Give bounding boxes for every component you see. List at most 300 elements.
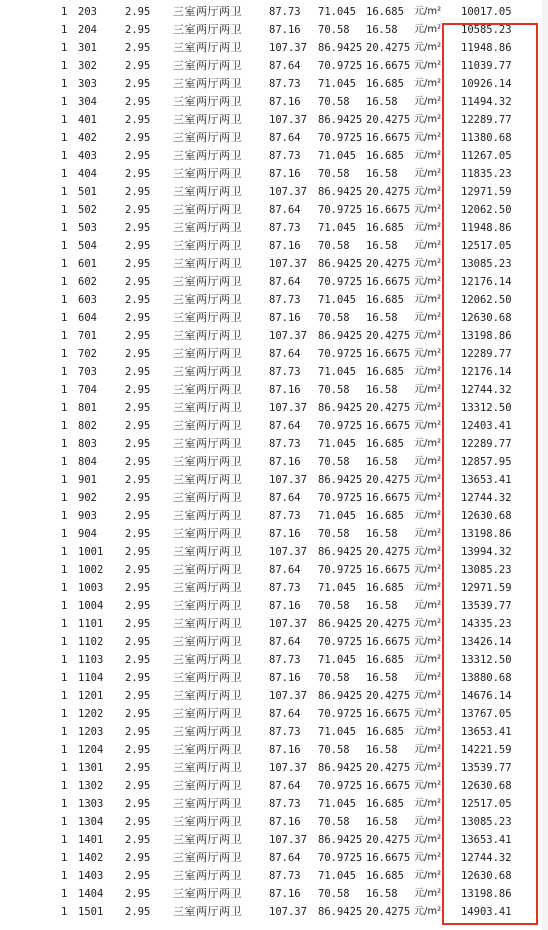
layout-cell: 三室两厅两卫 [173,671,242,684]
building-number-cell: 1 [61,726,68,738]
price-cell: 12630.68 [461,870,512,882]
total-area-cell: 107.37 [269,402,307,414]
total-area-cell: 87.16 [269,600,301,612]
building-number-cell: 1 [61,258,68,270]
total-area-cell: 107.37 [269,690,307,702]
unit-cell: 元/m² [414,384,442,395]
table-row [0,759,548,777]
price-cell: 11948.86 [461,42,512,54]
floor-height-cell: 2.95 [125,870,151,882]
total-area-cell: 87.64 [269,492,301,504]
total-area-cell: 87.64 [269,204,301,216]
unit-cell: 元/m² [414,852,442,863]
shared-area-cell: 16.58 [366,888,398,900]
room-number-cell: 401 [78,114,97,126]
inner-area-cell: 70.58 [318,672,350,684]
layout-cell: 三室两厅两卫 [173,581,242,594]
layout-cell: 三室两厅两卫 [173,383,242,396]
room-number-cell: 503 [78,222,97,234]
floor-height-cell: 2.95 [125,186,151,198]
floor-height-cell: 2.95 [125,420,151,432]
layout-cell: 三室两厅两卫 [173,455,242,468]
unit-cell: 元/m² [414,222,442,233]
layout-cell: 三室两厅两卫 [173,491,242,504]
room-number-cell: 602 [78,276,97,288]
inner-area-cell: 86.9425 [318,258,363,270]
total-area-cell: 107.37 [269,546,307,558]
shared-area-cell: 16.6675 [366,492,411,504]
price-cell: 13198.86 [461,330,512,342]
floor-height-cell: 2.95 [125,510,151,522]
inner-area-cell: 71.045 [318,510,356,522]
floor-height-cell: 2.95 [125,402,151,414]
table-row [0,57,548,75]
building-number-cell: 1 [61,6,68,18]
total-area-cell: 87.64 [269,708,301,720]
floor-height-cell: 2.95 [125,564,151,576]
inner-area-cell: 70.9725 [318,60,363,72]
layout-cell: 三室两厅两卫 [173,725,242,738]
building-number-cell: 1 [61,420,68,432]
room-number-cell: 801 [78,402,97,414]
room-number-cell: 1302 [78,780,104,792]
table-row [0,813,548,831]
inner-area-cell: 70.9725 [318,348,363,360]
unit-cell: 元/m² [414,258,442,269]
layout-cell: 三室两厅两卫 [173,473,242,486]
layout-cell: 三室两厅两卫 [173,905,242,918]
room-number-cell: 502 [78,204,97,216]
building-number-cell: 1 [61,114,68,126]
inner-area-cell: 70.9725 [318,276,363,288]
layout-cell: 三室两厅两卫 [173,599,242,612]
shared-area-cell: 16.685 [366,582,404,594]
inner-area-cell: 86.9425 [318,690,363,702]
building-number-cell: 1 [61,240,68,252]
floor-height-cell: 2.95 [125,636,151,648]
unit-cell: 元/m² [414,60,442,71]
floor-height-cell: 2.95 [125,582,151,594]
building-number-cell: 1 [61,582,68,594]
total-area-cell: 87.73 [269,654,301,666]
table-row [0,885,548,903]
floor-height-cell: 2.95 [125,24,151,36]
total-area-cell: 107.37 [269,42,307,54]
price-cell: 14903.41 [461,906,512,918]
layout-cell: 三室两厅两卫 [173,239,242,252]
shared-area-cell: 20.4275 [366,186,411,198]
table-row [0,633,548,651]
shared-area-cell: 16.685 [366,366,404,378]
room-number-cell: 404 [78,168,97,180]
unit-cell: 元/m² [414,546,442,557]
total-area-cell: 87.16 [269,744,301,756]
total-area-cell: 87.73 [269,798,301,810]
shared-area-cell: 20.4275 [366,834,411,846]
table-row [0,255,548,273]
shared-area-cell: 16.685 [366,870,404,882]
unit-cell: 元/m² [414,78,442,89]
unit-cell: 元/m² [414,744,442,755]
price-cell: 13653.41 [461,474,512,486]
price-cell: 12517.05 [461,240,512,252]
table-row [0,669,548,687]
inner-area-cell: 70.9725 [318,780,363,792]
building-number-cell: 1 [61,330,68,342]
room-number-cell: 902 [78,492,97,504]
layout-cell: 三室两厅两卫 [173,563,242,576]
layout-cell: 三室两厅两卫 [173,869,242,882]
table-row [0,399,548,417]
inner-area-cell: 86.9425 [318,402,363,414]
table-row [0,309,548,327]
shared-area-cell: 16.58 [366,168,398,180]
inner-area-cell: 71.045 [318,870,356,882]
layout-cell: 三室两厅两卫 [173,653,242,666]
layout-cell: 三室两厅两卫 [173,5,242,18]
floor-height-cell: 2.95 [125,114,151,126]
table-row [0,111,548,129]
unit-cell: 元/m² [414,114,442,125]
shared-area-cell: 16.58 [366,240,398,252]
total-area-cell: 87.16 [269,24,301,36]
room-number-cell: 1402 [78,852,104,864]
shared-area-cell: 20.4275 [366,906,411,918]
floor-height-cell: 2.95 [125,456,151,468]
floor-height-cell: 2.95 [125,798,151,810]
unit-cell: 元/m² [414,618,442,629]
layout-cell: 三室两厅两卫 [173,779,242,792]
room-number-cell: 1104 [78,672,104,684]
price-cell: 13767.05 [461,708,512,720]
shared-area-cell: 20.4275 [366,618,411,630]
floor-height-cell: 2.95 [125,276,151,288]
table-row [0,597,548,615]
layout-cell: 三室两厅两卫 [173,761,242,774]
table-row [0,291,548,309]
building-number-cell: 1 [61,546,68,558]
unit-cell: 元/m² [414,276,442,287]
room-number-cell: 403 [78,150,97,162]
price-cell: 12403.41 [461,420,512,432]
building-number-cell: 1 [61,510,68,522]
building-number-cell: 1 [61,456,68,468]
total-area-cell: 87.64 [269,564,301,576]
room-number-cell: 1102 [78,636,104,648]
room-number-cell: 1004 [78,600,104,612]
building-number-cell: 1 [61,870,68,882]
inner-area-cell: 70.58 [318,816,350,828]
shared-area-cell: 16.685 [366,78,404,90]
room-number-cell: 304 [78,96,97,108]
total-area-cell: 87.16 [269,456,301,468]
total-area-cell: 107.37 [269,906,307,918]
table-row [0,39,548,57]
layout-cell: 三室两厅两卫 [173,797,242,810]
layout-cell: 三室两厅两卫 [173,545,242,558]
total-area-cell: 87.64 [269,60,301,72]
table-row [0,867,548,885]
shared-area-cell: 16.58 [366,24,398,36]
unit-cell: 元/m² [414,456,442,467]
total-area-cell: 87.64 [269,348,301,360]
table-row [0,687,548,705]
price-cell: 12176.14 [461,366,512,378]
inner-area-cell: 70.58 [318,168,350,180]
floor-height-cell: 2.95 [125,780,151,792]
shared-area-cell: 16.58 [366,312,398,324]
layout-cell: 三室两厅两卫 [173,329,242,342]
room-number-cell: 903 [78,510,97,522]
shared-area-cell: 20.4275 [366,762,411,774]
price-cell: 12744.32 [461,852,512,864]
room-number-cell: 1403 [78,870,104,882]
inner-area-cell: 70.9725 [318,420,363,432]
floor-height-cell: 2.95 [125,204,151,216]
inner-area-cell: 86.9425 [318,834,363,846]
inner-area-cell: 70.58 [318,24,350,36]
shared-area-cell: 20.4275 [366,42,411,54]
layout-cell: 三室两厅两卫 [173,743,242,756]
floor-height-cell: 2.95 [125,366,151,378]
inner-area-cell: 71.045 [318,222,356,234]
building-number-cell: 1 [61,672,68,684]
layout-cell: 三室两厅两卫 [173,815,242,828]
total-area-cell: 87.16 [269,816,301,828]
inner-area-cell: 70.9725 [318,708,363,720]
unit-cell: 元/m² [414,330,442,341]
room-number-cell: 1501 [78,906,104,918]
floor-height-cell: 2.95 [125,78,151,90]
shared-area-cell: 16.6675 [366,60,411,72]
inner-area-cell: 86.9425 [318,42,363,54]
inner-area-cell: 86.9425 [318,474,363,486]
layout-cell: 三室两厅两卫 [173,833,242,846]
shared-area-cell: 16.685 [366,150,404,162]
shared-area-cell: 16.6675 [366,852,411,864]
layout-cell: 三室两厅两卫 [173,95,242,108]
shared-area-cell: 16.6675 [366,276,411,288]
price-cell: 12517.05 [461,798,512,810]
building-number-cell: 1 [61,636,68,648]
layout-cell: 三室两厅两卫 [173,59,242,72]
shared-area-cell: 16.685 [366,222,404,234]
price-cell: 11380.68 [461,132,512,144]
price-cell: 11267.05 [461,150,512,162]
shared-area-cell: 16.58 [366,600,398,612]
inner-area-cell: 70.58 [318,96,350,108]
table-row [0,489,548,507]
floor-height-cell: 2.95 [125,708,151,720]
price-cell: 14676.14 [461,690,512,702]
unit-cell: 元/m² [414,762,442,773]
inner-area-cell: 70.9725 [318,492,363,504]
floor-height-cell: 2.95 [125,600,151,612]
unit-cell: 元/m² [414,690,442,701]
table-row [0,435,548,453]
price-cell: 13994.32 [461,546,512,558]
room-number-cell: 901 [78,474,97,486]
floor-height-cell: 2.95 [125,60,151,72]
total-area-cell: 87.64 [269,636,301,648]
price-cell: 12289.77 [461,348,512,360]
building-number-cell: 1 [61,564,68,576]
floor-height-cell: 2.95 [125,492,151,504]
inner-area-cell: 86.9425 [318,114,363,126]
table-row [0,273,548,291]
floor-height-cell: 2.95 [125,348,151,360]
room-number-cell: 1202 [78,708,104,720]
room-number-cell: 804 [78,456,97,468]
room-number-cell: 402 [78,132,97,144]
floor-height-cell: 2.95 [125,546,151,558]
inner-area-cell: 86.9425 [318,762,363,774]
floor-height-cell: 2.95 [125,438,151,450]
room-number-cell: 204 [78,24,97,36]
floor-height-cell: 2.95 [125,330,151,342]
table-row [0,345,548,363]
price-cell: 10017.05 [461,6,512,18]
room-number-cell: 1404 [78,888,104,900]
layout-cell: 三室两厅两卫 [173,185,242,198]
total-area-cell: 87.64 [269,852,301,864]
floor-height-cell: 2.95 [125,654,151,666]
total-area-cell: 107.37 [269,618,307,630]
total-area-cell: 87.73 [269,222,301,234]
building-number-cell: 1 [61,96,68,108]
inner-area-cell: 86.9425 [318,618,363,630]
floor-height-cell: 2.95 [125,762,151,774]
room-number-cell: 802 [78,420,97,432]
unit-cell: 元/m² [414,42,442,53]
total-area-cell: 107.37 [269,114,307,126]
total-area-cell: 87.73 [269,582,301,594]
floor-height-cell: 2.95 [125,96,151,108]
layout-cell: 三室两厅两卫 [173,707,242,720]
layout-cell: 三室两厅两卫 [173,887,242,900]
shared-area-cell: 16.58 [366,672,398,684]
room-number-cell: 1203 [78,726,104,738]
room-number-cell: 302 [78,60,97,72]
shared-area-cell: 20.4275 [366,330,411,342]
price-cell: 12289.77 [461,114,512,126]
table-row [0,21,548,39]
inner-area-cell: 86.9425 [318,186,363,198]
total-area-cell: 87.16 [269,672,301,684]
inner-area-cell: 71.045 [318,366,356,378]
inner-area-cell: 70.9725 [318,204,363,216]
layout-cell: 三室两厅两卫 [173,275,242,288]
table-row [0,741,548,759]
layout-cell: 三室两厅两卫 [173,617,242,630]
total-area-cell: 87.64 [269,276,301,288]
window-right-edge [542,0,548,930]
table-row [0,93,548,111]
floor-height-cell: 2.95 [125,6,151,18]
room-number-cell: 203 [78,6,97,18]
floor-height-cell: 2.95 [125,294,151,306]
total-area-cell: 87.16 [269,168,301,180]
floor-height-cell: 2.95 [125,888,151,900]
unit-cell: 元/m² [414,780,442,791]
price-cell: 13312.50 [461,654,512,666]
total-area-cell: 107.37 [269,762,307,774]
inner-area-cell: 70.9725 [318,636,363,648]
inner-area-cell: 70.58 [318,528,350,540]
inner-area-cell: 86.9425 [318,906,363,918]
building-number-cell: 1 [61,528,68,540]
layout-cell: 三室两厅两卫 [173,635,242,648]
unit-cell: 元/m² [414,726,442,737]
building-number-cell: 1 [61,708,68,720]
shared-area-cell: 16.58 [366,384,398,396]
room-number-cell: 603 [78,294,97,306]
shared-area-cell: 20.4275 [366,258,411,270]
unit-cell: 元/m² [414,474,442,485]
price-cell: 11835.23 [461,168,512,180]
unit-cell: 元/m² [414,294,442,305]
price-cell: 12062.50 [461,294,512,306]
inner-area-cell: 70.58 [318,600,350,612]
layout-cell: 三室两厅两卫 [173,77,242,90]
layout-cell: 三室两厅两卫 [173,113,242,126]
inner-area-cell: 70.58 [318,312,350,324]
unit-cell: 元/m² [414,528,442,539]
inner-area-cell: 71.045 [318,654,356,666]
table-row [0,903,548,921]
building-number-cell: 1 [61,366,68,378]
room-number-cell: 1401 [78,834,104,846]
layout-cell: 三室两厅两卫 [173,311,242,324]
unit-cell: 元/m² [414,564,442,575]
price-cell: 13198.86 [461,888,512,900]
total-area-cell: 87.16 [269,240,301,252]
building-number-cell: 1 [61,888,68,900]
building-number-cell: 1 [61,60,68,72]
layout-cell: 三室两厅两卫 [173,257,242,270]
inner-area-cell: 86.9425 [318,546,363,558]
inner-area-cell: 71.045 [318,726,356,738]
layout-cell: 三室两厅两卫 [173,419,242,432]
room-number-cell: 1303 [78,798,104,810]
shared-area-cell: 20.4275 [366,690,411,702]
total-area-cell: 87.73 [269,6,301,18]
room-number-cell: 904 [78,528,97,540]
building-number-cell: 1 [61,348,68,360]
table-row [0,129,548,147]
total-area-cell: 107.37 [269,186,307,198]
building-number-cell: 1 [61,150,68,162]
price-table [0,3,548,921]
inner-area-cell: 70.58 [318,384,350,396]
room-number-cell: 704 [78,384,97,396]
building-number-cell: 1 [61,312,68,324]
shared-area-cell: 16.6675 [366,780,411,792]
room-number-cell: 1304 [78,816,104,828]
unit-cell: 元/m² [414,600,442,611]
layout-cell: 三室两厅两卫 [173,149,242,162]
table-row [0,417,548,435]
floor-height-cell: 2.95 [125,42,151,54]
price-cell: 12289.77 [461,438,512,450]
total-area-cell: 87.73 [269,438,301,450]
unit-cell: 元/m² [414,510,442,521]
shared-area-cell: 16.58 [366,816,398,828]
total-area-cell: 87.16 [269,888,301,900]
unit-cell: 元/m² [414,906,442,917]
inner-area-cell: 70.58 [318,456,350,468]
layout-cell: 三室两厅两卫 [173,509,242,522]
